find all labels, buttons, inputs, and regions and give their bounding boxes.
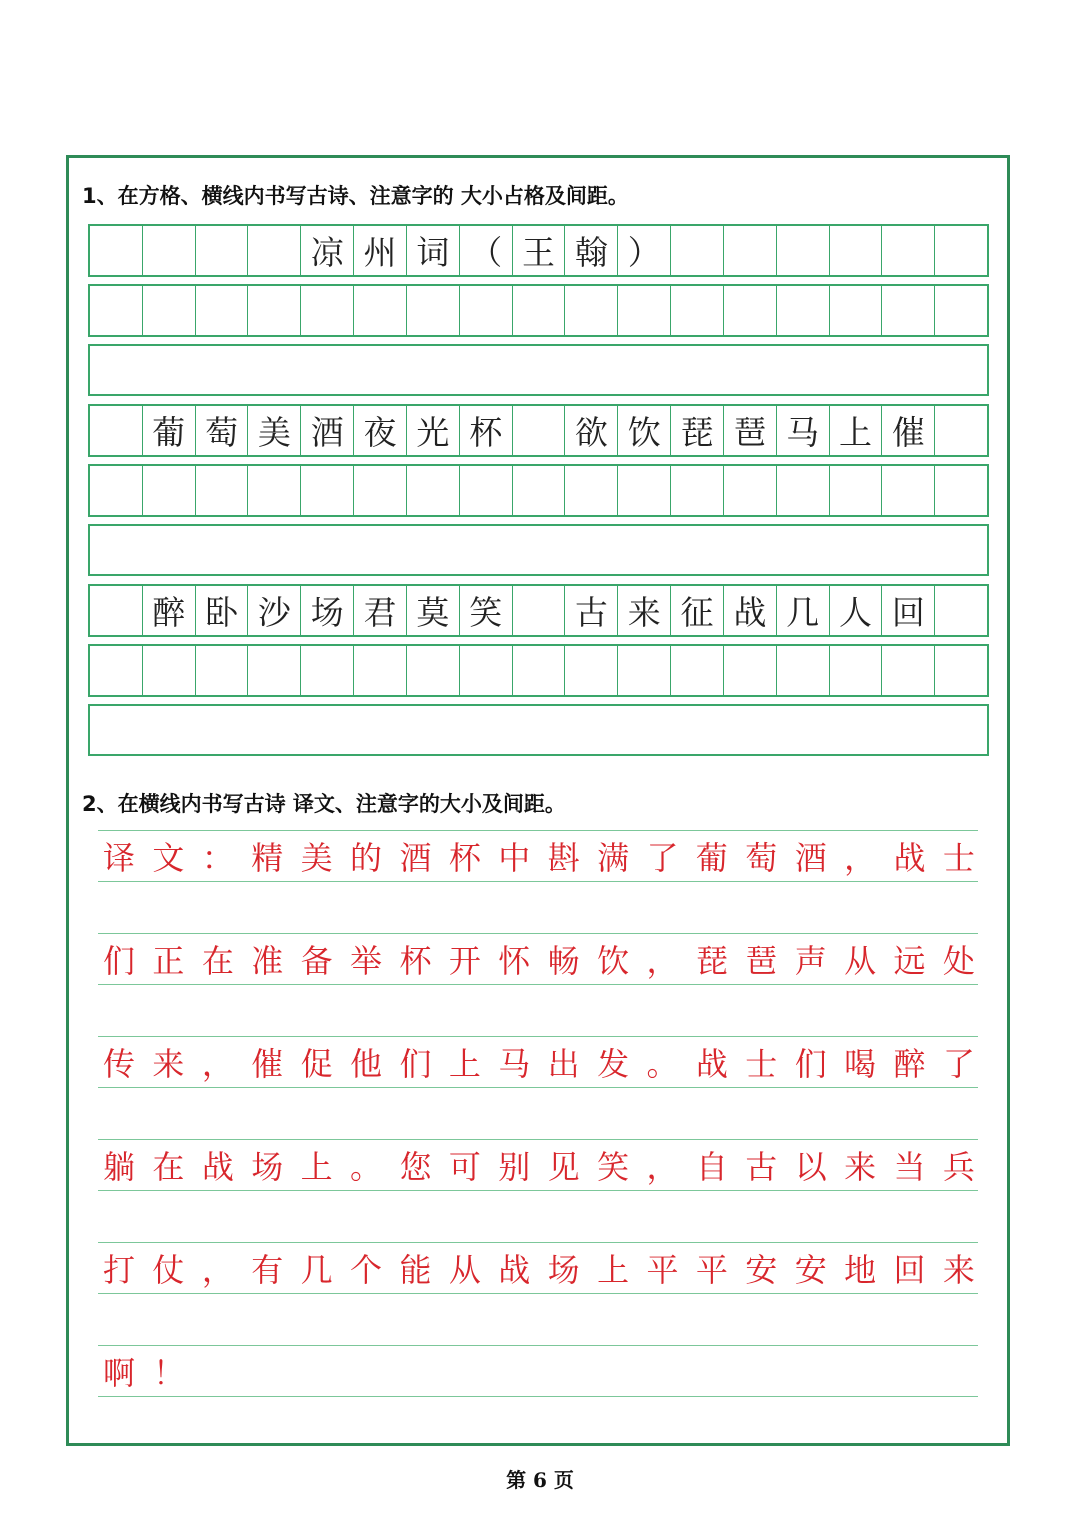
grid-cell: 杯 bbox=[460, 406, 513, 455]
translation-char: 见 bbox=[547, 1148, 580, 1186]
translation-line bbox=[103, 1345, 975, 1397]
translation-char: 酒 bbox=[794, 839, 827, 877]
section1-instruction: 1、在方格、横线内书写古诗、注意字的 大小占格及间距。 bbox=[82, 184, 629, 208]
translation-char: ， bbox=[646, 942, 679, 980]
grid-cell bbox=[618, 286, 671, 335]
page-number: 第 6 页 bbox=[506, 1468, 574, 1492]
translation-char: 催 bbox=[251, 1045, 284, 1083]
translation-char: 们 bbox=[794, 1045, 827, 1083]
blank-writing-line bbox=[98, 984, 978, 1036]
grid-cell: （ bbox=[460, 226, 513, 275]
grid-cell: 美 bbox=[248, 406, 301, 455]
grid-cell bbox=[196, 226, 249, 275]
grid-cell bbox=[407, 286, 460, 335]
grid-cell: 来 bbox=[618, 586, 671, 635]
translation-char: 来 bbox=[942, 1251, 975, 1289]
translation-char: 满 bbox=[597, 839, 630, 877]
blank-writing-line bbox=[98, 881, 978, 933]
translation-char: 场 bbox=[547, 1251, 580, 1289]
grid-cell: 战 bbox=[724, 586, 777, 635]
grid-cell bbox=[882, 466, 935, 515]
translation-char: 别 bbox=[498, 1148, 531, 1186]
translation-char: 促 bbox=[300, 1045, 333, 1083]
writing-line-box bbox=[88, 524, 989, 576]
grid-cell bbox=[935, 286, 987, 335]
grid-cell bbox=[671, 286, 724, 335]
translation-char: 马 bbox=[498, 1045, 531, 1083]
translation-char: 怀 bbox=[498, 942, 531, 980]
grid-cell bbox=[301, 286, 354, 335]
grid-cell bbox=[777, 646, 830, 695]
grid-cell bbox=[143, 226, 196, 275]
grid-cell bbox=[460, 646, 513, 695]
grid-cell: 翰 bbox=[565, 226, 618, 275]
translation-char: 萄 bbox=[745, 839, 778, 877]
translation-char: 了 bbox=[646, 839, 679, 877]
grid-cell bbox=[618, 646, 671, 695]
translation-char: 可 bbox=[448, 1148, 481, 1186]
translation-char: 畅 bbox=[547, 942, 580, 980]
grid-cell: 琵 bbox=[671, 406, 724, 455]
grid-cell bbox=[248, 286, 301, 335]
grid-cell: 君 bbox=[354, 586, 407, 635]
translation-char: 他 bbox=[350, 1045, 383, 1083]
grid-cell: 马 bbox=[777, 406, 830, 455]
translation-char: 杯 bbox=[448, 839, 481, 877]
grid-cell bbox=[935, 466, 987, 515]
translation-char: 笑 bbox=[597, 1148, 630, 1186]
translation-char: ， bbox=[844, 839, 877, 877]
translation-char: 举 bbox=[350, 942, 383, 980]
grid-cell bbox=[565, 646, 618, 695]
grid-cell bbox=[830, 646, 883, 695]
grid-cell bbox=[407, 466, 460, 515]
grid-cell bbox=[143, 646, 196, 695]
translation-char: 葡 bbox=[695, 839, 728, 877]
grid-cell bbox=[671, 226, 724, 275]
translation-char: 文 bbox=[152, 839, 185, 877]
grid-cell: 萄 bbox=[196, 406, 249, 455]
translation-char: 战 bbox=[201, 1148, 234, 1186]
blank-writing-line bbox=[98, 1087, 978, 1139]
translation-char: 处 bbox=[942, 942, 975, 980]
grid-cell bbox=[90, 406, 143, 455]
translation-char: 回 bbox=[893, 1251, 926, 1289]
grid-cell bbox=[513, 406, 566, 455]
grid-cell: 光 bbox=[407, 406, 460, 455]
translation-char: 上 bbox=[597, 1251, 630, 1289]
grid-cell bbox=[882, 646, 935, 695]
translation-char: 安 bbox=[794, 1251, 827, 1289]
translation-char: 战 bbox=[498, 1251, 531, 1289]
translation-char: 译 bbox=[103, 839, 136, 877]
grid-row bbox=[88, 584, 989, 637]
grid-row bbox=[88, 464, 989, 517]
translation-char: 杯 bbox=[399, 942, 432, 980]
grid-cell bbox=[354, 286, 407, 335]
grid-cell bbox=[935, 646, 987, 695]
translation-char: 您 bbox=[399, 1148, 432, 1186]
grid-row bbox=[88, 224, 989, 277]
translation-char: 士 bbox=[942, 839, 975, 877]
translation-char: 上 bbox=[300, 1148, 333, 1186]
translation-char: ， bbox=[201, 1251, 234, 1289]
translation-char: 自 bbox=[695, 1148, 728, 1186]
translation-char: 开 bbox=[448, 942, 481, 980]
translation-char: 中 bbox=[498, 839, 531, 877]
translation-char: 能 bbox=[399, 1251, 432, 1289]
grid-cell: 人 bbox=[830, 586, 883, 635]
grid-cell bbox=[460, 286, 513, 335]
grid-cell bbox=[90, 646, 143, 695]
translation-char: 传 bbox=[103, 1045, 136, 1083]
grid-cell bbox=[935, 406, 987, 455]
grid-cell: 卧 bbox=[196, 586, 249, 635]
grid-cell bbox=[882, 226, 935, 275]
grid-cell: 几 bbox=[777, 586, 830, 635]
grid-cell bbox=[248, 466, 301, 515]
grid-cell: 王 bbox=[513, 226, 566, 275]
grid-cell bbox=[724, 286, 777, 335]
translation-char: 上 bbox=[448, 1045, 481, 1083]
grid-cell: 夜 bbox=[354, 406, 407, 455]
grid-cell bbox=[248, 226, 301, 275]
grid-cell: 琶 bbox=[724, 406, 777, 455]
translation-char: 琵 bbox=[695, 942, 728, 980]
grid-row bbox=[88, 284, 989, 337]
grid-cell: 饮 bbox=[618, 406, 671, 455]
grid-cell: 回 bbox=[882, 586, 935, 635]
translation-char: 。 bbox=[646, 1045, 679, 1083]
grid-cell bbox=[724, 646, 777, 695]
translation-char: 。 bbox=[350, 1148, 383, 1186]
translation-char: 们 bbox=[103, 942, 136, 980]
translation-char: 喝 bbox=[844, 1045, 877, 1083]
translation-char: 几 bbox=[300, 1251, 333, 1289]
grid-cell bbox=[90, 286, 143, 335]
grid-cell: 词 bbox=[407, 226, 460, 275]
grid-cell bbox=[830, 286, 883, 335]
grid-cell bbox=[513, 646, 566, 695]
translation-line bbox=[103, 1036, 975, 1088]
grid-cell: 葡 bbox=[143, 406, 196, 455]
translation-char: 正 bbox=[152, 942, 185, 980]
translation-char: 了 bbox=[942, 1045, 975, 1083]
translation-char: 远 bbox=[893, 942, 926, 980]
grid-cell bbox=[143, 466, 196, 515]
grid-cell bbox=[724, 466, 777, 515]
grid-cell bbox=[196, 286, 249, 335]
blank-writing-line bbox=[98, 1293, 978, 1345]
translation-char: 兵 bbox=[942, 1148, 975, 1186]
grid-row bbox=[88, 644, 989, 697]
grid-cell bbox=[196, 646, 249, 695]
translation-char: 准 bbox=[251, 942, 284, 980]
writing-line-box bbox=[88, 344, 989, 396]
translation-char: ， bbox=[201, 1045, 234, 1083]
grid-cell: 催 bbox=[882, 406, 935, 455]
grid-cell bbox=[90, 586, 143, 635]
grid-cell bbox=[935, 586, 987, 635]
translation-line bbox=[103, 933, 975, 985]
translation-line bbox=[103, 1139, 975, 1191]
translation-char: 发 bbox=[597, 1045, 630, 1083]
grid-cell: 征 bbox=[671, 586, 724, 635]
grid-cell: 场 bbox=[301, 586, 354, 635]
translation-char: 以 bbox=[794, 1148, 827, 1186]
grid-cell: 上 bbox=[830, 406, 883, 455]
translation-char: 地 bbox=[844, 1251, 877, 1289]
grid-cell bbox=[830, 226, 883, 275]
translation-char: 从 bbox=[844, 942, 877, 980]
translation-char: 在 bbox=[152, 1148, 185, 1186]
grid-cell bbox=[671, 466, 724, 515]
translation-char: 啊 bbox=[103, 1354, 136, 1392]
grid-cell bbox=[354, 466, 407, 515]
grid-cell bbox=[301, 646, 354, 695]
grid-cell bbox=[460, 466, 513, 515]
translation-char: 仗 bbox=[152, 1251, 185, 1289]
translation-line bbox=[103, 1242, 975, 1294]
translation-char: 在 bbox=[201, 942, 234, 980]
grid-cell: 莫 bbox=[407, 586, 460, 635]
translation-char: 士 bbox=[745, 1045, 778, 1083]
translation-char: 战 bbox=[893, 839, 926, 877]
grid-row bbox=[88, 404, 989, 457]
grid-cell bbox=[407, 646, 460, 695]
grid-cell bbox=[90, 226, 143, 275]
grid-cell: 醉 bbox=[143, 586, 196, 635]
translation-char: 饮 bbox=[597, 942, 630, 980]
grid-cell bbox=[777, 286, 830, 335]
translation-line bbox=[103, 830, 975, 882]
grid-cell bbox=[777, 226, 830, 275]
grid-cell bbox=[196, 466, 249, 515]
section2-instruction: 2、在横线内书写古诗 译文、注意字的大小及间距。 bbox=[82, 792, 566, 816]
grid-cell bbox=[354, 646, 407, 695]
grid-cell: 州 bbox=[354, 226, 407, 275]
translation-char: 场 bbox=[251, 1148, 284, 1186]
grid-cell: 酒 bbox=[301, 406, 354, 455]
grid-cell bbox=[724, 226, 777, 275]
translation-char: 安 bbox=[745, 1251, 778, 1289]
grid-cell: 沙 bbox=[248, 586, 301, 635]
grid-cell bbox=[830, 466, 883, 515]
blank-writing-line bbox=[98, 1190, 978, 1242]
translation-char: 美 bbox=[300, 839, 333, 877]
translation-char: 声 bbox=[794, 942, 827, 980]
grid-cell: 古 bbox=[565, 586, 618, 635]
translation-char: ： bbox=[201, 839, 234, 877]
translation-char: 醉 bbox=[893, 1045, 926, 1083]
grid-cell bbox=[882, 286, 935, 335]
translation-char: 来 bbox=[844, 1148, 877, 1186]
translation-char: 们 bbox=[399, 1045, 432, 1083]
grid-cell bbox=[513, 286, 566, 335]
translation-char: 琶 bbox=[745, 942, 778, 980]
grid-cell bbox=[90, 466, 143, 515]
translation-char: 斟 bbox=[547, 839, 580, 877]
grid-cell bbox=[935, 226, 987, 275]
grid-cell: ） bbox=[618, 226, 671, 275]
translation-char: 有 bbox=[251, 1251, 284, 1289]
translation-char: 出 bbox=[547, 1045, 580, 1083]
grid-cell bbox=[248, 646, 301, 695]
grid-cell bbox=[513, 586, 566, 635]
translation-char: 战 bbox=[695, 1045, 728, 1083]
translation-char: 的 bbox=[350, 839, 383, 877]
grid-cell bbox=[143, 286, 196, 335]
translation-char: 从 bbox=[448, 1251, 481, 1289]
translation-char: ！ bbox=[153, 1354, 186, 1392]
grid-cell bbox=[777, 466, 830, 515]
translation-char: 酒 bbox=[399, 839, 432, 877]
grid-cell bbox=[513, 466, 566, 515]
grid-cell: 笑 bbox=[460, 586, 513, 635]
grid-cell bbox=[671, 646, 724, 695]
translation-char: 个 bbox=[350, 1251, 383, 1289]
grid-cell: 欲 bbox=[565, 406, 618, 455]
translation-char: ， bbox=[646, 1148, 679, 1186]
translation-char: 平 bbox=[695, 1251, 728, 1289]
translation-char: 备 bbox=[300, 942, 333, 980]
grid-cell bbox=[618, 466, 671, 515]
writing-line-box bbox=[88, 704, 989, 756]
grid-cell: 凉 bbox=[301, 226, 354, 275]
translation-char: 古 bbox=[745, 1148, 778, 1186]
translation-char: 躺 bbox=[103, 1148, 136, 1186]
grid-cell bbox=[565, 286, 618, 335]
translation-char: 平 bbox=[646, 1251, 679, 1289]
translation-char: 精 bbox=[251, 839, 284, 877]
translation-char: 来 bbox=[152, 1045, 185, 1083]
grid-cell bbox=[565, 466, 618, 515]
translation-char: 当 bbox=[893, 1148, 926, 1186]
grid-cell bbox=[301, 466, 354, 515]
translation-char: 打 bbox=[103, 1251, 136, 1289]
